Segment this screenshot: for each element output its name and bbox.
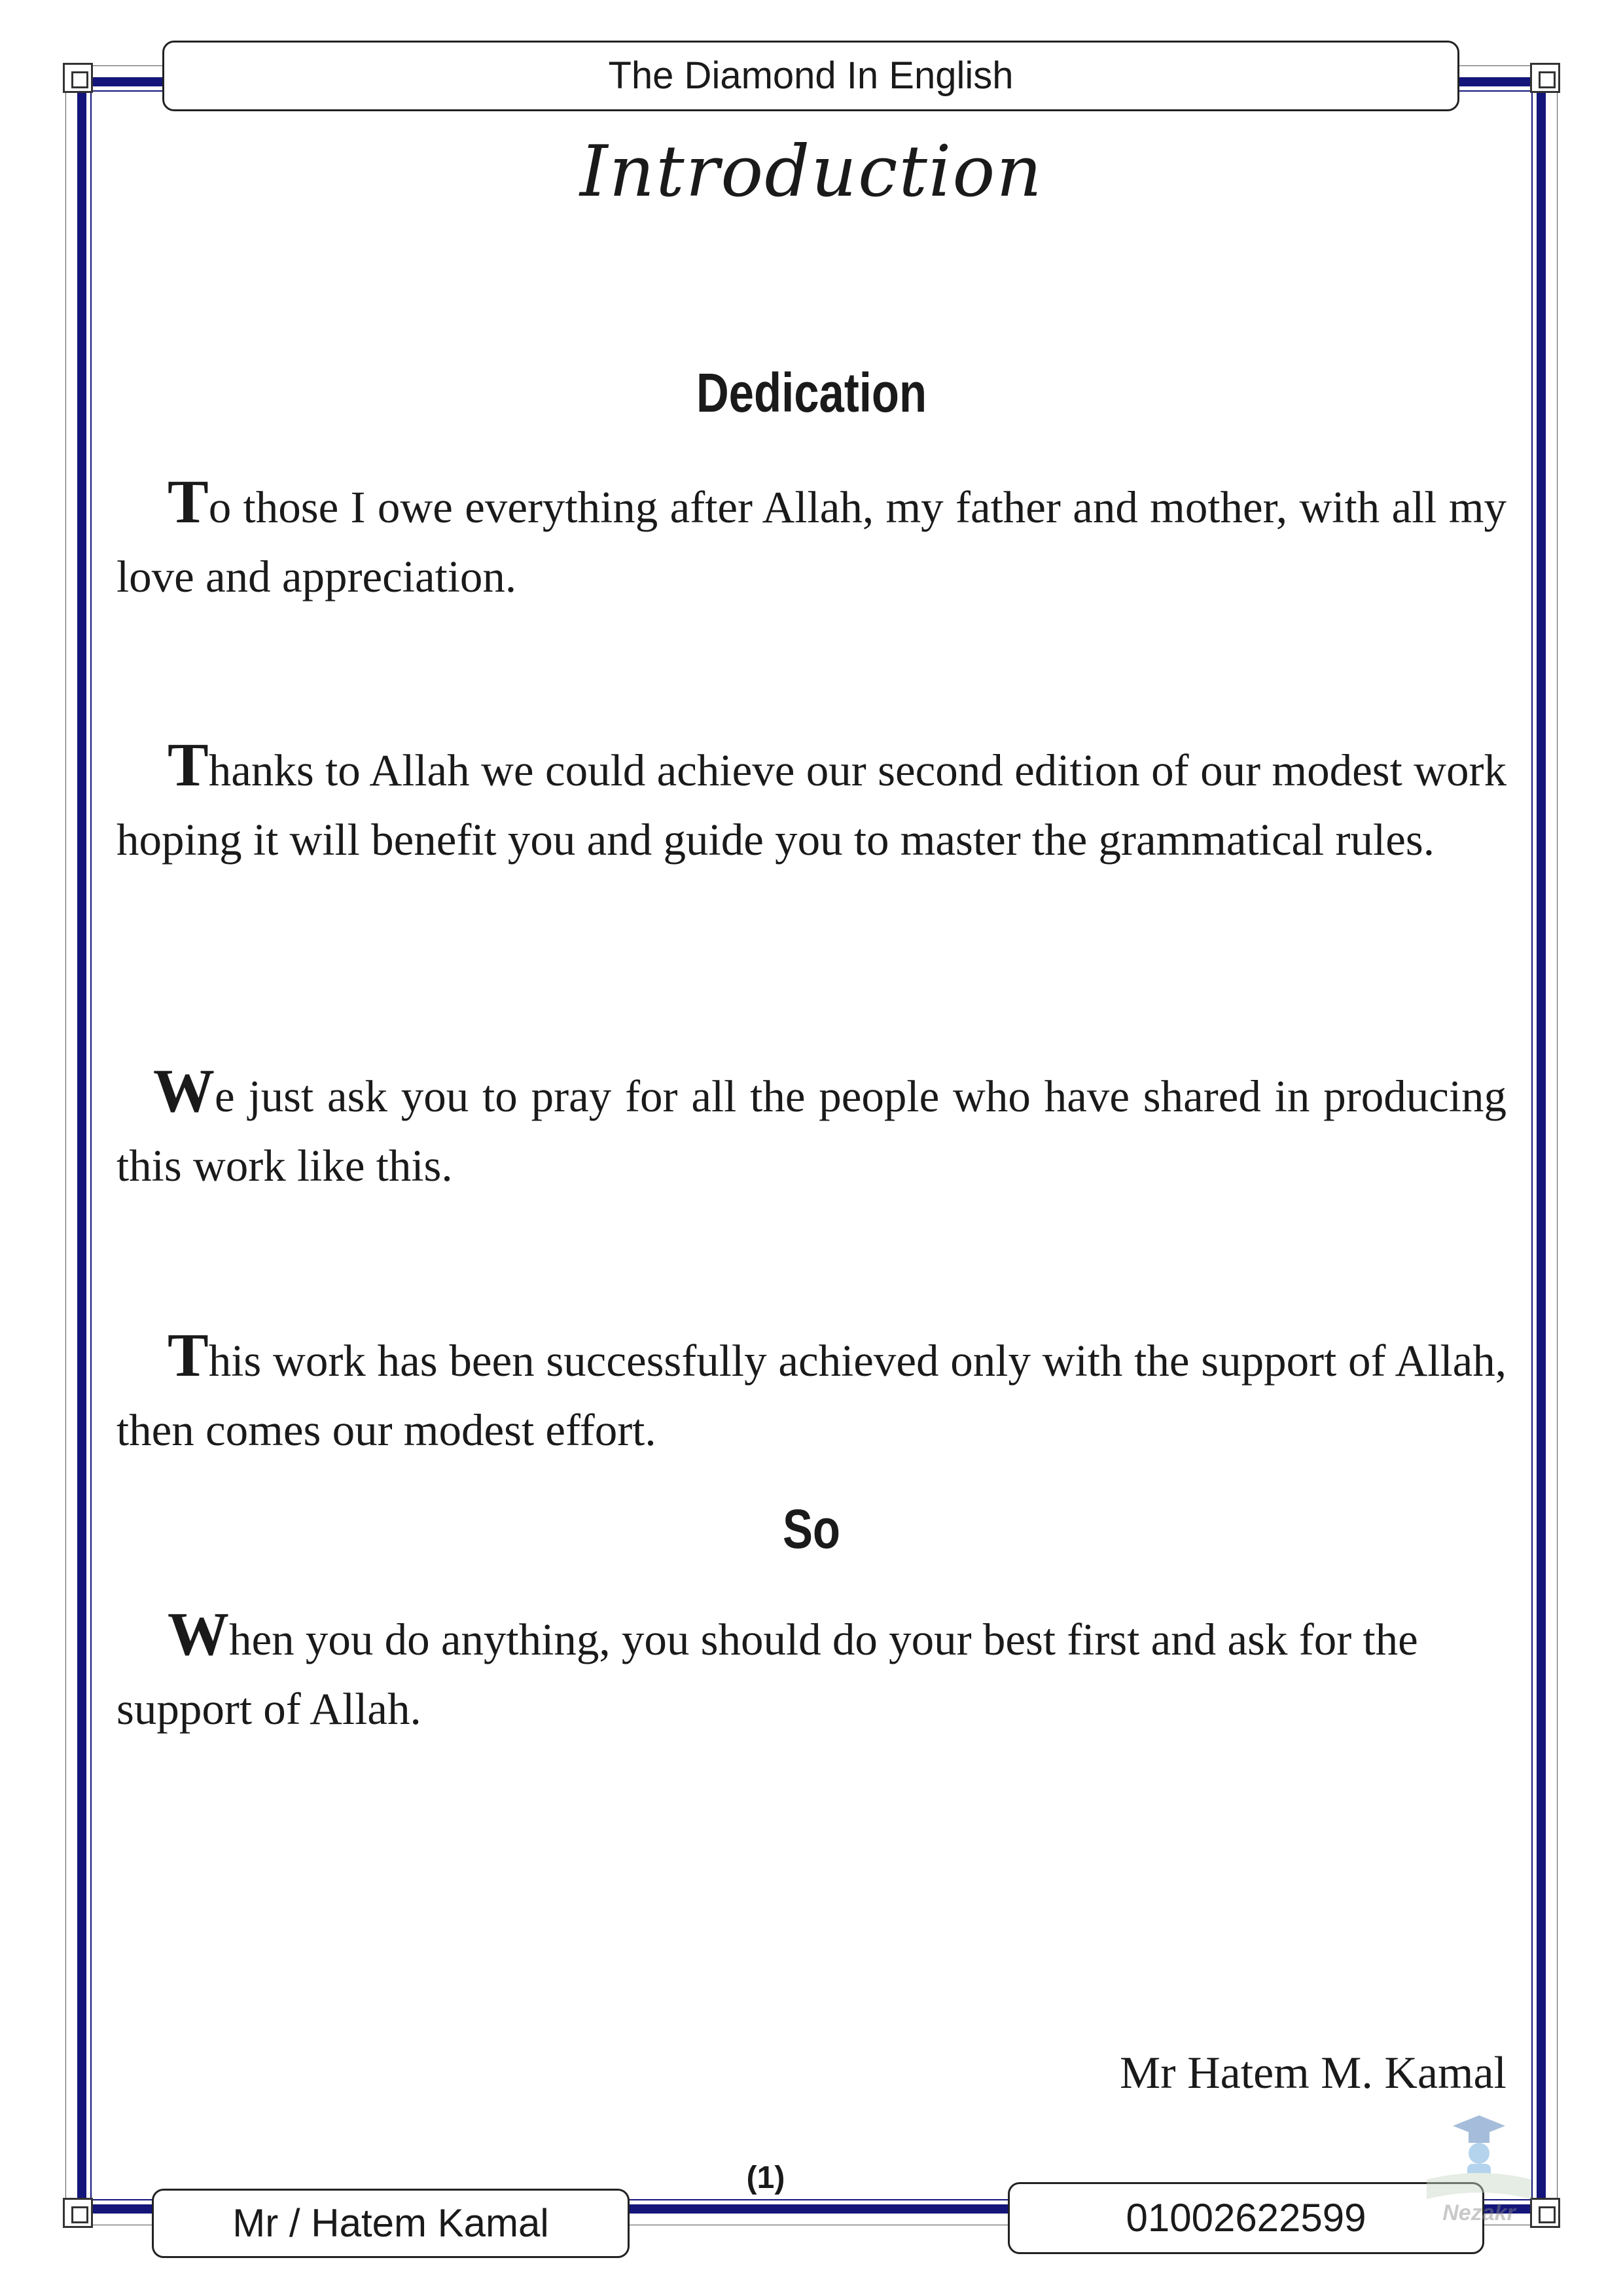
- drop-cap: W: [168, 1600, 229, 1668]
- paragraph: [116, 1057, 1507, 1200]
- corner-ornament-top-right: [1530, 63, 1560, 93]
- paragraph: [116, 1600, 1507, 1744]
- drop-cap: T: [168, 731, 209, 799]
- footer-phone: 01002622599: [1008, 2182, 1484, 2254]
- paragraph-text: e just ask you to pray for all the people who have shared in producing this work like this.: [116, 1071, 1507, 1191]
- signature: Mr Hatem M. Kamal: [1120, 2048, 1507, 2098]
- paragraph: [116, 1321, 1507, 1465]
- paragraph: [116, 731, 1507, 874]
- corner-ornament-top-left: [63, 63, 93, 93]
- dedication-heading: Dedication: [696, 362, 927, 423]
- drop-cap: T: [168, 1321, 209, 1390]
- paragraph-text: his work has been successfully achieved only with the support of Allah, then comes our modest effort.: [116, 1336, 1507, 1455]
- paragraph-text: hen you do anything, you should do your best first and ask for the support of Allah.: [116, 1615, 1418, 1734]
- watermark-text: Nezakr: [1442, 2200, 1516, 2225]
- page-title: Introduction: [580, 131, 1043, 213]
- header-book-title: The Diamond In English: [162, 41, 1459, 111]
- drop-cap: W: [153, 1057, 215, 1125]
- page-number: (1): [746, 2161, 785, 2195]
- paragraph-text: hanks to Allah we could achieve our second edition of our modest work hoping it will benefit you and guide you to master the grammatical rules.: [116, 745, 1507, 865]
- corner-ornament-bottom-left: [63, 2198, 93, 2228]
- paragraph: [116, 468, 1507, 611]
- watermark: [1381, 2108, 1577, 2225]
- graduation-cap-book-icon: [1381, 2108, 1577, 2225]
- paragraph-text: o those I owe everything after Allah, my father and mother, with all my love and appreciation.: [116, 482, 1507, 601]
- drop-cap: T: [168, 468, 209, 536]
- footer-author: Mr / Hatem Kamal: [152, 2189, 630, 2258]
- so-heading: So: [782, 1498, 841, 1560]
